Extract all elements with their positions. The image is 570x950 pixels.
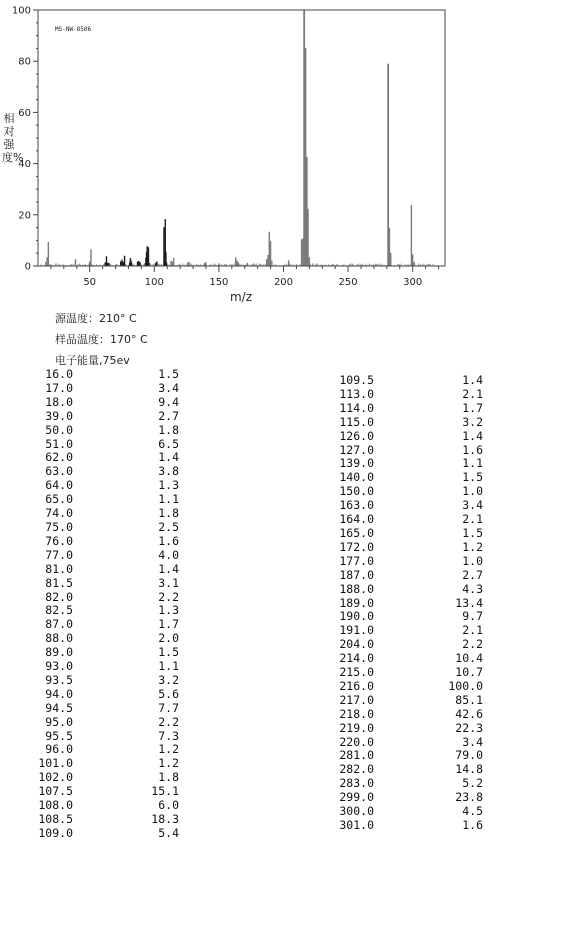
mz-value: 164.0 [339,512,374,527]
table-row [336,777,483,791]
mz-value: 301.0 [339,818,374,832]
abundance-value: 2.5 [158,519,179,534]
table-row [336,763,483,777]
table-row [336,430,483,444]
table-row [336,569,483,583]
mz-value: 63.0 [45,464,73,479]
x-axis-label: m/z [229,290,253,304]
abundance-value: 6.5 [158,436,179,451]
abundance-value: 85.1 [455,692,483,707]
mz-value: 88.0 [45,631,73,646]
y-tick-label: 40 [18,159,31,171]
mz-value: 93.5 [45,672,73,687]
table-row [33,785,179,799]
abundance-value: 1.5 [462,525,483,540]
abundance-value: 1.3 [158,478,179,493]
mz-value: 299.0 [339,790,374,805]
y-axis-label: 相对强度% [2,112,24,164]
mz-value: 204.0 [339,637,374,652]
abundance-value: 3.2 [158,672,179,687]
table-row [33,660,179,674]
mz-value: 65.0 [45,492,73,507]
table-row [33,604,179,618]
y-tick-label: 100 [11,5,31,17]
mz-value: 102.0 [38,770,73,785]
abundance-value: 1.0 [462,484,483,499]
table-row [336,652,483,666]
mz-value: 140.0 [339,470,374,485]
abundance-value: 1.4 [462,373,483,387]
table-row [33,382,179,396]
abundance-value: 5.2 [462,776,483,791]
abundance-value: 9.7 [462,609,483,624]
mz-value: 139.0 [339,456,374,471]
mz-value: 214.0 [339,651,374,666]
table-row [336,541,483,555]
table-row [336,402,483,416]
table-row [33,577,179,591]
abundance-value: 1.5 [462,470,483,485]
abundance-value: 4.3 [462,581,483,596]
table-row [336,638,483,652]
mz-value: 281.0 [339,748,374,763]
mz-value: 190.0 [339,609,374,624]
table-row [336,736,483,750]
mz-value: 191.0 [339,623,374,638]
x-tick-label: 250 [338,277,358,288]
abundance-value: 1.4 [462,428,483,443]
peak-table-right [336,374,483,833]
electron-energy: 电子能量,75ev [55,354,130,367]
mz-value: 187.0 [339,567,374,582]
abundance-value: 3.4 [462,498,483,513]
axis-ticks [12,6,439,289]
table-row [33,799,179,813]
table-row [33,618,179,632]
abundance-value: 22.3 [455,720,483,735]
table-row [33,563,179,577]
abundance-value: 1.6 [158,533,179,548]
table-row [33,507,179,521]
mz-value: 108.5 [38,812,73,826]
mz-value: 18.0 [45,394,73,409]
mz-value: 82.5 [45,603,73,618]
sample-temperature: 样品温度：170° C [55,333,148,346]
x-tick-label: 300 [403,277,423,288]
table-row [336,624,483,638]
table-row [336,388,483,402]
x-tick-label: 50 [83,277,97,288]
table-row [336,555,483,569]
table-row [336,680,483,694]
abundance-value: 3.2 [462,414,483,429]
abundance-value: 1.1 [462,456,483,471]
mz-value: 220.0 [339,734,374,749]
abundance-value: 14.8 [455,762,483,777]
table-row [33,451,179,465]
abundance-value: 1.2 [158,742,179,757]
abundance-value: 2.1 [462,512,483,527]
mz-value: 94.0 [45,686,73,701]
x-tick-label: 200 [273,277,294,288]
table-row [336,749,483,763]
table-row [336,513,483,527]
abundance-value: 3.4 [462,734,483,749]
abundance-value: 18.3 [151,812,179,826]
mz-value: 189.0 [339,595,374,610]
table-row [33,771,179,785]
abundance-value: 7.3 [158,728,179,743]
abundance-value: 13.4 [455,595,483,610]
sample-label: MS-NW-8506 [55,26,92,33]
y-tick-label: 0 [24,261,31,273]
table-row [336,791,483,805]
abundance-value: 2.2 [462,637,483,652]
abundance-value: 3.4 [158,380,179,395]
table-row [33,688,179,702]
table-row [33,757,179,771]
table-row [33,716,179,730]
abundance-value: 1.0 [462,553,483,568]
abundance-value: 1.5 [158,645,179,660]
abundance-value: 5.4 [158,825,179,840]
mz-value: 76.0 [45,533,73,548]
abundance-value: 1.8 [158,506,179,521]
mz-value: 81.5 [45,575,73,590]
table-row [33,424,179,438]
abundance-value: 2.1 [462,623,483,638]
table-row [336,527,483,541]
mz-value: 218.0 [339,706,374,721]
abundance-value: 1.1 [158,659,179,674]
abundance-value: 10.4 [455,651,483,666]
mz-value: 163.0 [339,498,374,513]
abundance-value: 4.0 [158,547,179,562]
table-row [33,827,179,841]
plot-frame [38,10,445,266]
abundance-value: 15.1 [151,784,179,799]
mz-value: 62.0 [45,450,73,465]
table-row [33,465,179,479]
table-row [336,416,483,430]
table-row [336,457,483,471]
table-row [336,485,483,499]
y-tick-label: 80 [18,56,31,68]
mz-value: 95.5 [45,728,73,743]
mz-value: 87.0 [45,617,73,632]
mz-value: 82.0 [45,589,73,604]
abundance-value: 6.0 [158,798,179,813]
table-row [336,583,483,597]
y-tick-label: 20 [18,210,31,222]
mz-value: 217.0 [339,692,374,707]
abundance-value: 1.8 [158,770,179,785]
table-row [33,396,179,410]
abundance-value: 1.7 [158,617,179,632]
abundance-value: 2.2 [158,589,179,604]
x-tick-label: 150 [209,277,229,288]
mz-value: 96.0 [45,742,73,757]
mz-value: 165.0 [339,525,374,540]
table-row [33,702,179,716]
table-row [33,368,179,382]
mz-value: 81.0 [45,561,73,576]
mz-value: 101.0 [38,756,73,771]
abundance-value: 2.0 [158,631,179,646]
abundance-value: 1.2 [158,756,179,771]
table-row [336,471,483,485]
abundance-value: 3.1 [158,575,179,590]
mz-value: 74.0 [45,506,73,521]
abundance-value: 1.5 [158,367,179,381]
abundance-value: 1.4 [158,450,179,465]
mz-value: 282.0 [339,762,374,777]
table-row [33,479,179,493]
table-row [33,632,179,646]
table-row [33,730,179,744]
mz-value: 113.0 [339,386,374,401]
table-row [33,438,179,452]
mass-spectrum-chart [0,0,570,310]
mz-value: 107.5 [38,784,73,799]
abundance-value: 79.0 [455,748,483,763]
mz-value: 115.0 [339,414,374,429]
mz-value: 219.0 [339,720,374,735]
mz-value: 150.0 [339,484,374,499]
x-tick-label: 100 [144,277,164,288]
mz-value: 17.0 [45,380,73,395]
abundance-value: 2.1 [462,386,483,401]
mz-value: 108.0 [38,798,73,813]
table-row [336,374,483,388]
mz-value: 89.0 [45,645,73,660]
table-row [336,499,483,513]
mz-value: 51.0 [45,436,73,451]
abundance-value: 7.7 [158,700,179,715]
abundance-value: 1.2 [462,539,483,554]
mz-value: 16.0 [45,367,73,381]
mz-value: 283.0 [339,776,374,791]
abundance-value: 1.6 [462,818,483,832]
source-temperature: 源温度：210° C [55,312,137,325]
mz-value: 215.0 [339,665,374,680]
table-row [336,805,483,819]
table-row [33,535,179,549]
mz-value: 39.0 [45,408,73,423]
abundance-value: 10.7 [455,665,483,680]
abundance-value: 1.1 [158,492,179,507]
mz-value: 126.0 [339,428,374,443]
abundance-value: 2.7 [462,567,483,582]
mz-value: 75.0 [45,519,73,534]
abundance-value: 1.7 [462,400,483,415]
abundance-value: 1.6 [462,442,483,457]
table-row [33,674,179,688]
table-row [33,591,179,605]
mz-value: 95.0 [45,714,73,729]
mz-value: 109.5 [339,373,374,387]
mz-value: 50.0 [45,422,73,437]
abundance-value: 100.0 [448,678,483,693]
abundance-value: 1.3 [158,603,179,618]
abundance-value: 1.4 [158,561,179,576]
peak-table-left [33,368,179,841]
abundance-value: 5.6 [158,686,179,701]
abundance-value: 4.5 [462,804,483,819]
table-row [33,743,179,757]
table-row [33,813,179,827]
mz-value: 77.0 [45,547,73,562]
mz-value: 64.0 [45,478,73,493]
abundance-value: 2.2 [158,714,179,729]
abundance-value: 42.6 [455,706,483,721]
mz-value: 127.0 [339,442,374,457]
table-row [33,493,179,507]
mz-value: 216.0 [339,678,374,693]
mz-value: 94.5 [45,700,73,715]
table-row [336,597,483,611]
table-row [33,646,179,660]
y-tick-label: 60 [18,107,31,119]
mz-value: 172.0 [339,539,374,554]
table-row [336,666,483,680]
table-row [336,610,483,624]
mz-value: 177.0 [339,553,374,568]
abundance-value: 2.7 [158,408,179,423]
mz-value: 109.0 [38,825,73,840]
table-row [336,708,483,722]
mz-value: 300.0 [339,804,374,819]
abundance-value: 3.8 [158,464,179,479]
peak-layer [46,10,414,266]
mz-value: 114.0 [339,400,374,415]
abundance-value: 1.8 [158,422,179,437]
table-row [33,549,179,563]
table-row [336,444,483,458]
table-row [336,819,483,833]
table-row [336,722,483,736]
mz-value: 188.0 [339,581,374,596]
table-row [33,521,179,535]
mz-value: 93.0 [45,659,73,674]
table-row [33,410,179,424]
table-row [336,694,483,708]
abundance-value: 23.8 [455,790,483,805]
abundance-value: 9.4 [158,394,179,409]
